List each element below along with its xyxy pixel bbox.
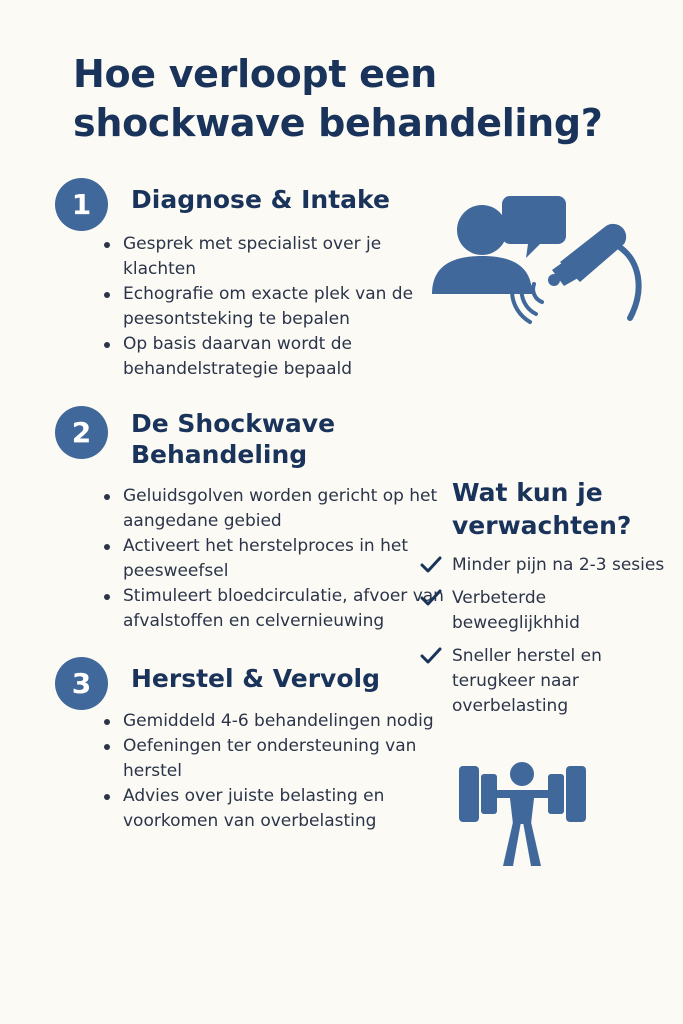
list-item: Oefeningen ter ondersteuning van herstel [98,734,443,784]
expect-item-text: Minder pijn na 2-3 sesies [452,555,665,575]
expect-item-text: Sneller herstel en terugkeer naar overbelasting [452,646,602,716]
step-title: Herstel & Vervolg [131,664,380,693]
step-number-badge: 1 [55,178,108,231]
list-item: Gemiddeld 4-6 behandelingen nodig [98,709,443,734]
checkmark-icon [420,646,442,666]
expect-list [420,553,675,727]
list-item: Echografie om exacte plek van de peesontsteking te bepalen [98,282,428,332]
list-item [420,553,675,578]
expect-item-text: Verbeterde beweeglijkhhid [452,588,580,633]
list-item: Activeert het herstelproces in het peesweefsel [98,534,448,584]
list-item [420,586,675,636]
consultation-shockwave-device-icon [430,190,645,330]
weightlifter-icon [455,752,590,870]
step-title: De Shockwave Behandeling [131,409,336,469]
checkmark-icon [420,555,442,575]
list-item: Geluidsgolven worden gericht op het aangedane gebied [98,484,448,534]
step-bullet-list [98,232,428,382]
step-bullet-list [98,484,448,634]
step-title: Diagnose & Intake [131,185,390,214]
list-item: Stimuleert bloedcirculatie, afvoer van afvalstoffen en celvernieuwing [98,584,448,634]
checkmark-icon [420,588,442,608]
expect-heading: Wat kun je verwachten? [452,478,632,540]
step-number-badge: 3 [55,657,108,710]
list-item: Op basis daarvan wordt de behandelstrategie bepaald [98,332,428,382]
step-number-badge: 2 [55,406,108,459]
list-item: Advies over juiste belasting en voorkomen van overbelasting [98,784,443,834]
step-bullet-list [98,709,443,834]
page-title: Hoe verloopt een shockwave behandeling? [73,52,603,145]
list-item: Gesprek met specialist over je klachten [98,232,428,282]
list-item [420,644,675,719]
